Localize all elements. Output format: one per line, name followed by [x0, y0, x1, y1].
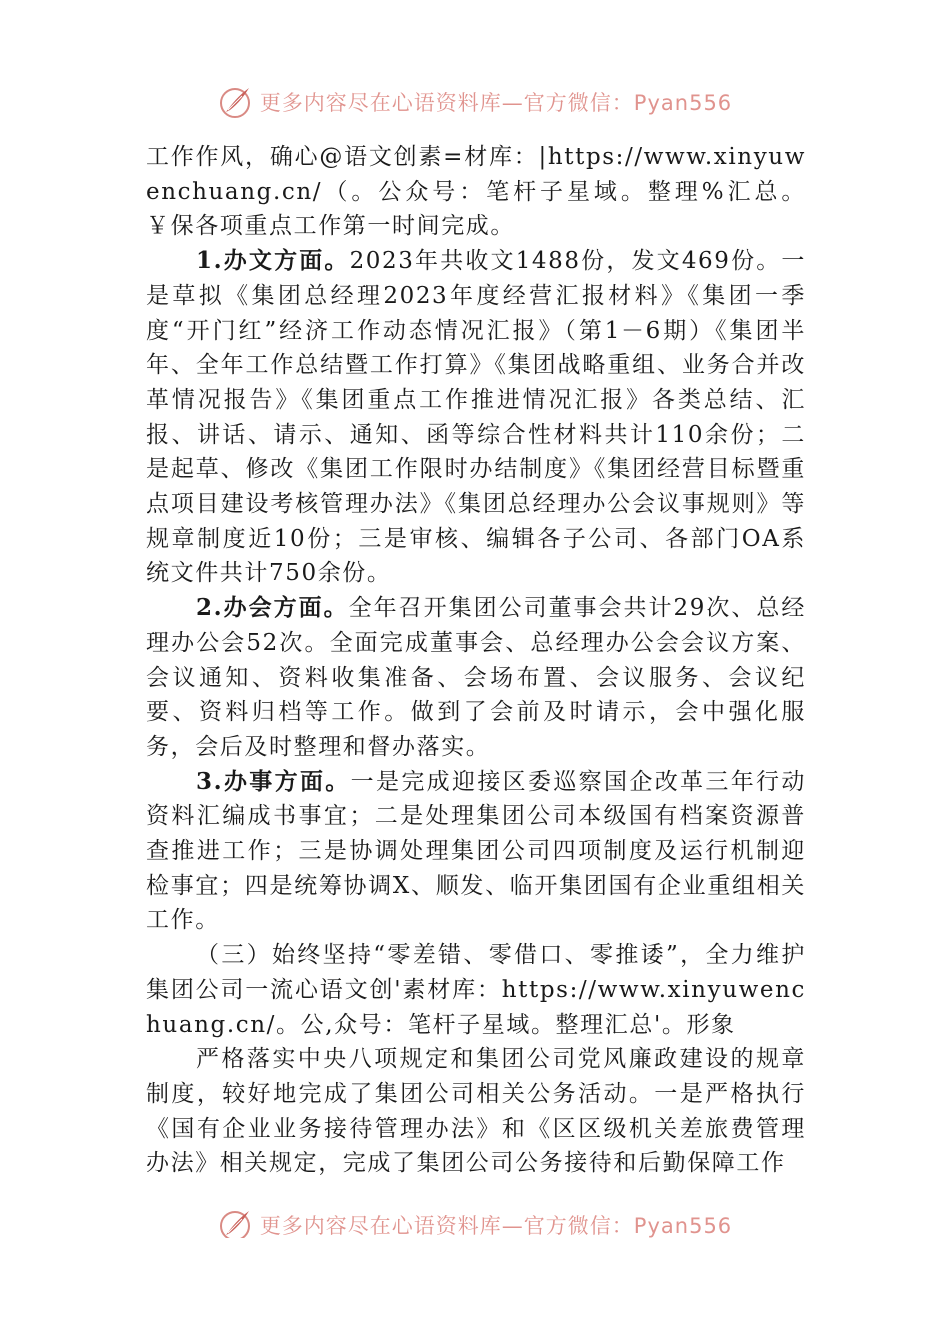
feather-pen-circle-icon	[218, 84, 254, 120]
section-heading: 3.办事方面。	[196, 767, 351, 795]
paragraph-continuation: 工作作风，确心@语文创素=材库：|https://www.xinyuwenchuang.cn/（。公众号：笔杆子星域。整理%汇总。￥保各项重点工作第一时间完成。	[146, 144, 806, 240]
section-heading: 2.办会方面。	[196, 594, 349, 622]
paragraph-meeting-handling	[146, 591, 806, 765]
document-body	[146, 140, 806, 1181]
paragraph-document-handling	[146, 244, 806, 591]
paragraph-affairs-handling	[146, 765, 806, 939]
paragraph-section-three: （三）始终坚持“零差错、零借口、零推诿”，全力维护集团公司一流心语文创'素材库：https://www.xinyuwenchuang.cn/。公,众号：笔杆子星域。整理汇总'。形象	[146, 942, 806, 1038]
watermark-header	[0, 82, 950, 122]
paragraph-body: 2023年共收文1488份，发文469份。一是草拟《集团总经理2023年度经营汇报材料》《集团一季度“开门红”经济工作动态情况汇报》（第1－6期）《集团半年、全年工作总结暨工作打算》《集团战略重组、业务合并改革情况报告》《集团重点工作推进情况汇报》各类总结、汇报、讲话、请示、通知、函等综合性材料共计110余份；二是起草、修改《集团工作限时办结制度》《集团经营目标暨重点项目建设考核管理办法》《集团总经理办公会议事规则》等规章制度近10份；三是审核、编辑各子公司、各部门OA系统文件共计750余份。	[146, 248, 806, 587]
feather-pen-circle-icon	[218, 1207, 254, 1238]
paragraph-body: 全年召开集团公司董事会共计29次、总经理办公会52次。全面完成董事会、总经理办公会会议方案、会议通知、资料收集准备、会场布置、会议服务、会议纪要、资料归档等工作。做到了会前及时请示，会中强化服务，会后及时整理和督办落实。	[146, 595, 806, 760]
section-heading: 1.办文方面。	[196, 247, 350, 275]
paragraph-integrity: 严格落实中央八项规定和集团公司党风廉政建设的规章制度，较好地完成了集团公司相关公务活动。一是严格执行《国有企业业务接待管理办法》和《区区级机关差旅费管理办法》相关规定，完成了集团公司公务接待和后勤保障工作	[146, 1046, 806, 1177]
watermark-text: 更多内容尽在心语资料库—官方微信：Pyan556	[259, 1214, 733, 1238]
paragraph-body: 一是完成迎接区委巡察国企改革三年行动资料汇编成书事宜；二是处理集团公司本级国有档案资源普查推进工作；三是协调处理集团公司四项制度及运行机制迎检事宜；四是统筹协调X、顺发、临开集团国有企业重组相关工作。	[146, 768, 806, 934]
watermark-text: 更多内容尽在心语资料库—官方微信：Pyan556	[259, 91, 733, 115]
watermark-footer	[0, 1204, 950, 1238]
